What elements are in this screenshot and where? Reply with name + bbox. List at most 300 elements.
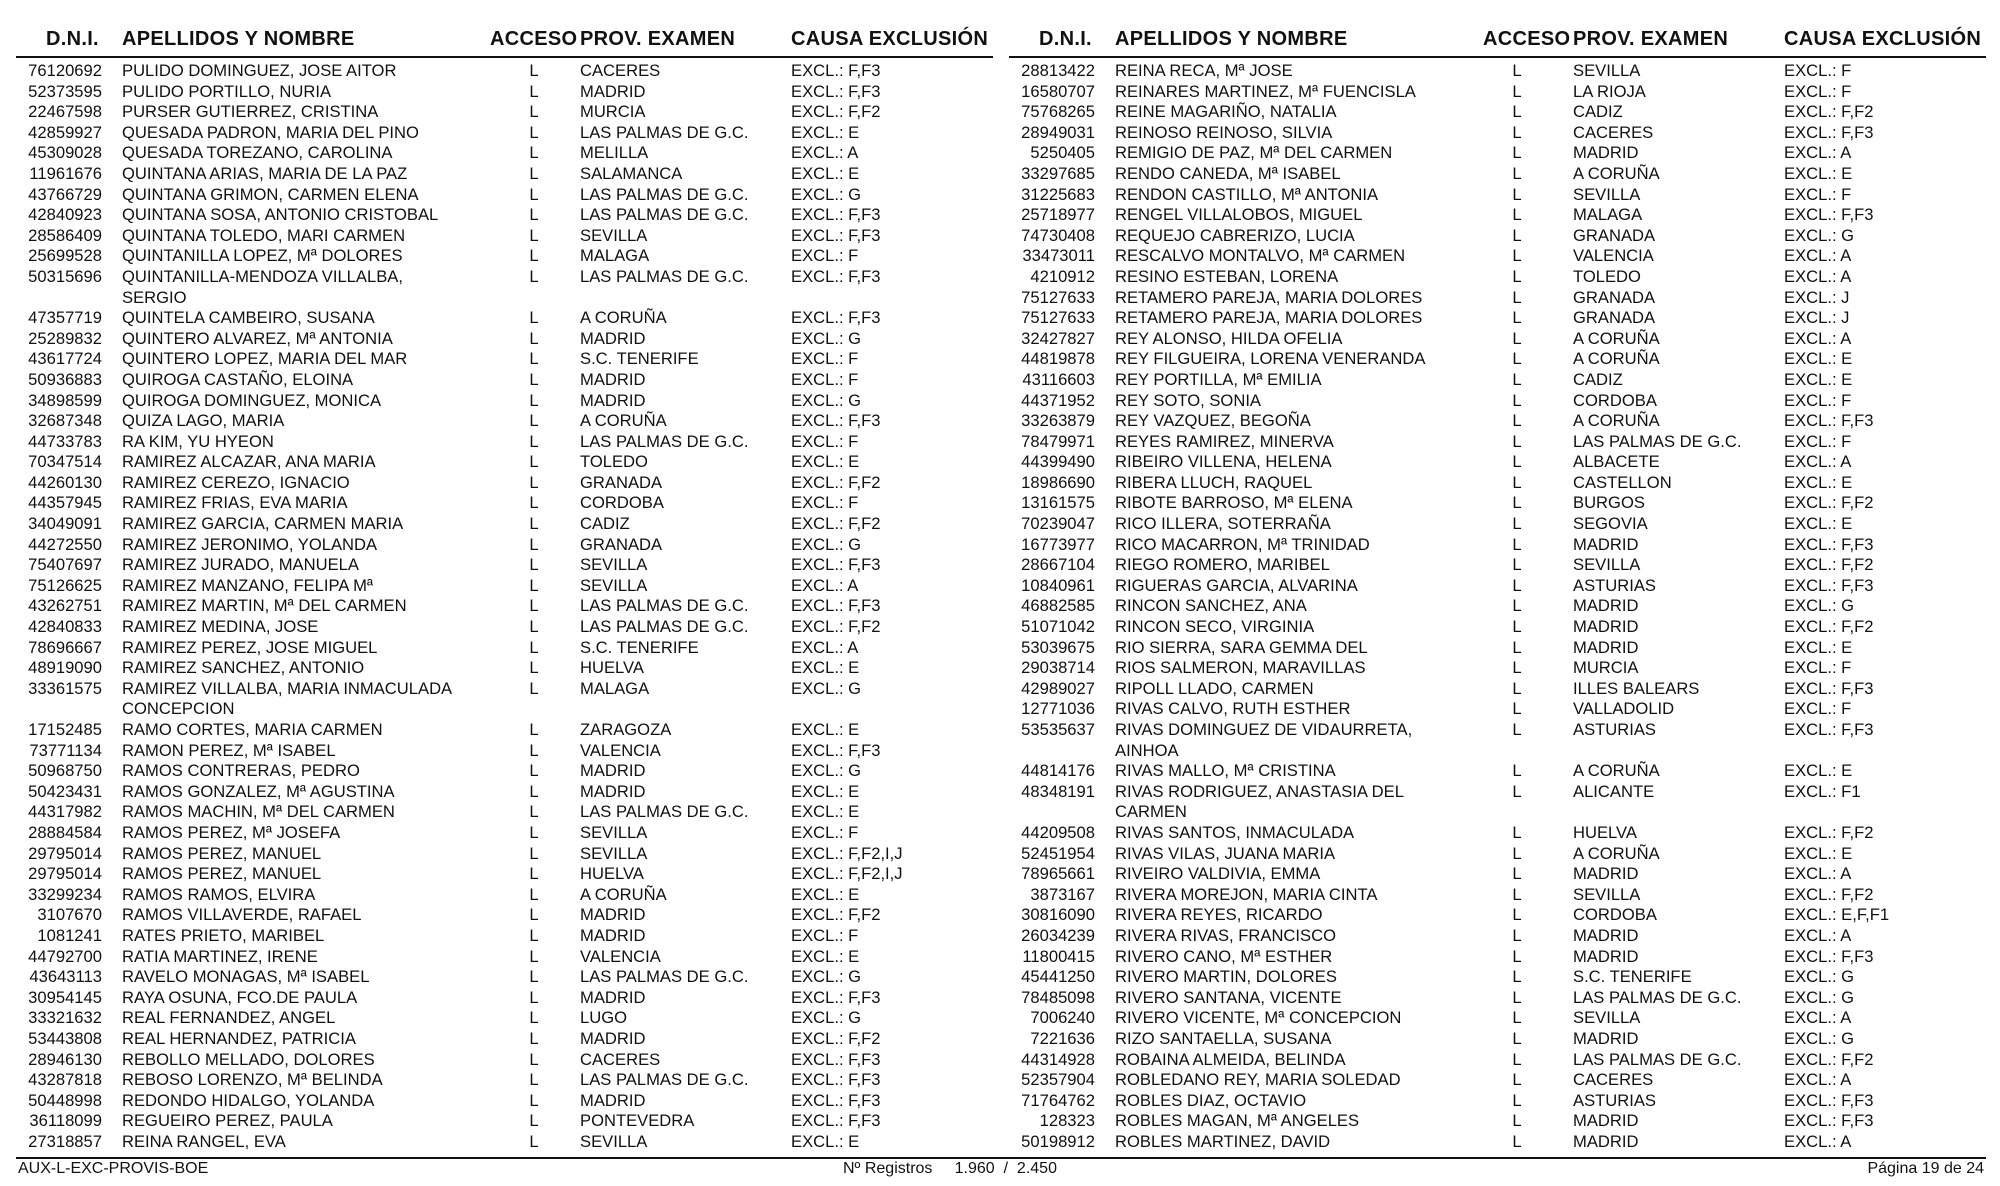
cell-prov: MADRID <box>580 781 646 801</box>
cell-name: REDONDO HIDALGO, YOLANDA <box>122 1090 375 1110</box>
table-row <box>16 493 993 514</box>
cell-causa: EXCL.: F,F3 <box>791 81 881 101</box>
table-row <box>1009 164 1986 185</box>
table-row <box>16 164 993 185</box>
cell-prov: VALENCIA <box>580 946 661 966</box>
cell-prov: MADRID <box>1573 925 1639 945</box>
table-header <box>16 22 993 58</box>
cell-causa: EXCL.: F,F3 <box>1784 534 1874 554</box>
cell-name: REY FILGUEIRA, LORENA VENERANDA <box>1115 349 1426 369</box>
cell-causa: EXCL.: A <box>791 575 859 595</box>
cell-causa: EXCL.: F,F2 <box>1784 617 1874 637</box>
cell-dni: 53039675 <box>1021 637 1095 657</box>
cell-prov: LAS PALMAS DE G.C. <box>1573 987 1742 1007</box>
cell-causa: EXCL.: F <box>1784 658 1852 678</box>
table-row <box>16 926 993 947</box>
cell-dni: 48348191 <box>1021 781 1095 801</box>
table-row <box>1009 411 1986 432</box>
cell-name: QUINTANA SOSA, ANTONIO CRISTOBAL <box>122 205 439 225</box>
cell-prov: SEVILLA <box>580 555 648 575</box>
cell-causa: EXCL.: F,F2 <box>791 617 881 637</box>
cell-prov: CACERES <box>1573 122 1654 142</box>
cell-prov: MURCIA <box>1573 658 1639 678</box>
table-row <box>1009 205 1986 226</box>
cell-dni: 17152485 <box>28 720 102 739</box>
cell-prov: SEVILLA <box>1573 184 1641 204</box>
header-dni: D.N.I. <box>46 28 99 50</box>
cell-prov: CADIZ <box>1573 369 1623 389</box>
cell-dni: 128323 <box>1039 1111 1095 1131</box>
cell-dni: 46882585 <box>1021 596 1095 616</box>
cell-prov: MURCIA <box>580 102 646 122</box>
cell-causa: EXCL.: G <box>791 678 862 698</box>
cell-acceso: L <box>1512 369 1522 389</box>
cell-acceso: L <box>1512 946 1522 966</box>
cell-prov: MADRID <box>1573 1111 1639 1131</box>
cell-acceso: L <box>1512 534 1522 554</box>
cell-acceso: L <box>1512 761 1522 781</box>
cell-prov: A CORUÑA <box>580 411 667 431</box>
table-row <box>1009 267 1986 288</box>
cell-causa: EXCL.: F,F2 <box>791 472 881 492</box>
cell-causa: EXCL.: F <box>791 349 859 369</box>
cell-causa: EXCL.: F,F3 <box>1784 1111 1874 1131</box>
table-row <box>1009 905 1986 926</box>
table-row <box>16 185 993 206</box>
cell-name: RAMOS VILLAVERDE, RAFAEL <box>122 905 362 925</box>
cell-name: RIVERO MARTIN, DOLORES <box>1115 967 1337 987</box>
cell-acceso: L <box>1512 472 1522 492</box>
cell-dni: 42840833 <box>28 617 102 637</box>
table-row <box>16 844 993 865</box>
cell-dni: 7221636 <box>1030 1028 1095 1048</box>
cell-name: ROBLES MARTINEZ, DAVID <box>1115 1131 1331 1151</box>
cell-causa: EXCL.: F <box>791 822 859 842</box>
cell-prov: SEVILLA <box>580 1131 648 1151</box>
cell-dni: 5250405 <box>1030 143 1095 163</box>
cell-name: RAMOS GONZALEZ, Mª AGUSTINA <box>122 781 395 801</box>
table-row <box>16 720 993 741</box>
cell-dni: 71764762 <box>1021 1090 1095 1110</box>
cell-name: REAL FERNANDEZ, ANGEL <box>122 1008 336 1028</box>
cell-causa: EXCL.: A <box>1784 1131 1852 1151</box>
cell-acceso: L <box>1512 699 1522 719</box>
cell-dni: 22467598 <box>28 102 102 122</box>
cell-dni: 3873167 <box>1030 884 1095 904</box>
cell-prov: MALAGA <box>580 246 650 266</box>
cell-dni: 34898599 <box>28 390 102 410</box>
cell-causa: EXCL.: F,F2 <box>1784 102 1874 122</box>
header-causa: CAUSA EXCLUSIÓN <box>791 28 989 50</box>
table-row <box>16 782 993 803</box>
table-row <box>1009 1070 1986 1091</box>
table-row <box>1009 658 1986 679</box>
cell-prov: LAS PALMAS DE G.C. <box>1573 1049 1742 1069</box>
cell-name: RATES PRIETO, MARIBEL <box>122 925 325 945</box>
table-row <box>16 535 993 556</box>
cell-name: RAMIREZ ALCAZAR, ANA MARIA <box>122 452 376 472</box>
cell-name: ROBLEDANO REY, MARIA SOLEDAD <box>1115 1070 1401 1090</box>
table-row <box>16 638 993 659</box>
cell-acceso: L <box>529 555 539 575</box>
cell-name: ROBAINA ALMEIDA, BELINDA <box>1115 1049 1346 1069</box>
cell-prov: LAS PALMAS DE G.C. <box>580 266 749 286</box>
cell-name: RAMOS MACHIN, Mª DEL CARMEN <box>122 802 395 822</box>
cell-acceso: L <box>529 575 539 595</box>
cell-acceso: L <box>1512 81 1522 101</box>
cell-dni: 43116603 <box>1022 369 1095 389</box>
cell-name: QUINTERO LOPEZ, MARIA DEL MAR <box>122 349 408 369</box>
table-row <box>1009 473 1986 494</box>
cell-prov: PONTEVEDRA <box>580 1111 695 1131</box>
cell-dni: 44357945 <box>28 493 102 513</box>
cell-causa: EXCL.: A <box>1784 925 1852 945</box>
table-row <box>1009 988 1986 1009</box>
cell-dni: 43766729 <box>28 184 102 204</box>
cell-dni: 29795014 <box>28 843 102 863</box>
cell-dni: 75407697 <box>28 555 102 575</box>
cell-prov: ASTURIAS <box>1573 720 1656 739</box>
cell-acceso: L <box>529 163 539 183</box>
cell-name: RATIA MARTINEZ, IRENE <box>122 946 318 966</box>
cell-acceso: L <box>1512 637 1522 657</box>
cell-dni: 33297685 <box>1021 163 1095 183</box>
cell-prov: LAS PALMAS DE G.C. <box>580 184 749 204</box>
cell-acceso: L <box>529 781 539 801</box>
cell-prov: MADRID <box>580 81 646 101</box>
cell-name: RAMOS PEREZ, MANUEL <box>122 864 322 884</box>
cell-dni: 34049091 <box>28 514 102 534</box>
header-prov: PROV. EXAMEN <box>580 28 736 50</box>
cell-dni: 75768265 <box>1021 102 1095 122</box>
left-column <box>16 22 993 1157</box>
table-row <box>16 885 993 906</box>
cell-name: REMIGIO DE PAZ, Mª DEL CARMEN <box>1115 143 1393 163</box>
cell-acceso: L <box>1512 328 1522 348</box>
table-row <box>16 596 993 617</box>
cell-causa: EXCL.: E <box>1784 761 1853 781</box>
table-row <box>16 82 993 103</box>
cell-name: RAMON PEREZ, Mª ISABEL <box>122 740 336 760</box>
cell-acceso: L <box>529 884 539 904</box>
cell-acceso: L <box>1512 1131 1522 1151</box>
cell-prov: LAS PALMAS DE G.C. <box>580 596 749 616</box>
table-row <box>1009 596 1986 617</box>
cell-acceso: L <box>529 1008 539 1028</box>
cell-causa: EXCL.: F <box>791 493 859 513</box>
cell-causa: EXCL.: F,F3 <box>791 596 881 616</box>
cell-prov: A CORUÑA <box>1573 761 1660 781</box>
cell-prov: LAS PALMAS DE G.C. <box>580 1070 749 1090</box>
cell-name: REINOSO REINOSO, SILVIA <box>1115 122 1333 142</box>
cell-dni: 13161575 <box>1021 493 1095 513</box>
cell-acceso: L <box>1512 658 1522 678</box>
cell-prov: A CORUÑA <box>580 884 667 904</box>
cell-name: RIGUERAS GARCIA, ALVARINA <box>1115 575 1358 595</box>
cell-dni: 44272550 <box>28 534 102 554</box>
cell-dni: 50936883 <box>28 369 102 389</box>
cell-prov: ASTURIAS <box>1573 575 1656 595</box>
page-number: Página 19 de 24 <box>1867 1160 1984 1177</box>
record-count-value: 1.960 / 2.450 <box>954 1160 1057 1177</box>
cell-dni: 44399490 <box>1021 452 1095 472</box>
table-row <box>1009 761 1986 782</box>
cell-name: RAMOS CONTRERAS, PEDRO <box>122 761 360 781</box>
cell-causa: EXCL.: J <box>1784 308 1850 328</box>
cell-name: RIO SIERRA, SARA GEMMA DEL <box>1115 637 1368 657</box>
cell-causa: EXCL.: G <box>791 1008 862 1028</box>
cell-acceso: L <box>529 1049 539 1069</box>
cell-acceso: L <box>529 266 539 286</box>
cell-dni: 43617724 <box>28 349 102 369</box>
cell-causa: EXCL.: F,F2 <box>791 102 881 122</box>
cell-name: RAMIREZ PEREZ, JOSE MIGUEL <box>122 637 378 657</box>
cell-causa: EXCL.: F,F2 <box>791 514 881 534</box>
cell-prov: ILLES BALEARS <box>1573 678 1700 698</box>
table-row <box>1009 288 1986 309</box>
cell-dni: 70347514 <box>28 452 102 472</box>
cell-dni: 50448998 <box>28 1090 102 1110</box>
cell-dni: 78485098 <box>1021 987 1095 1007</box>
cell-acceso: L <box>1512 225 1522 245</box>
cell-causa: EXCL.: F,F3 <box>1784 411 1874 431</box>
cell-acceso: L <box>1512 1008 1522 1028</box>
table-row <box>16 329 993 350</box>
cell-acceso: L <box>1512 1028 1522 1048</box>
cell-acceso: L <box>1512 925 1522 945</box>
cell-acceso: L <box>1512 987 1522 1007</box>
cell-prov: TOLEDO <box>580 452 648 472</box>
cell-name: RESCALVO MONTALVO, Mª CARMEN <box>1115 246 1406 266</box>
cell-acceso: L <box>1512 555 1522 575</box>
cell-dni: 32687348 <box>28 411 102 431</box>
cell-causa: EXCL.: A <box>1784 452 1852 472</box>
table-row <box>16 1008 993 1029</box>
cell-name: REY SOTO, SONIA <box>1115 390 1262 410</box>
cell-name: REINA RANGEL, EVA <box>122 1131 286 1151</box>
table-row <box>1009 1091 1986 1112</box>
cell-causa: EXCL.: E <box>791 658 860 678</box>
cell-prov: MADRID <box>580 1028 646 1048</box>
cell-name: QUIZA LAGO, MARIA <box>122 411 285 431</box>
cell-dni: 44814176 <box>1021 761 1095 781</box>
table-row <box>1009 720 1986 761</box>
cell-name: QUINTERO ALVAREZ, Mª ANTONIA <box>122 328 393 348</box>
cell-acceso: L <box>529 349 539 369</box>
cell-dni: 43287818 <box>28 1070 102 1090</box>
table-body <box>1009 61 1986 1152</box>
cell-name: REBOLLO MELLADO, DOLORES <box>122 1049 375 1069</box>
cell-acceso: L <box>529 843 539 863</box>
cell-name: ROBLES MAGAN, Mª ANGELES <box>1115 1111 1360 1131</box>
cell-causa: EXCL.: F,F2 <box>791 1028 881 1048</box>
cell-acceso: L <box>1512 102 1522 122</box>
table-row <box>1009 699 1986 720</box>
cell-name: RAMIREZ MEDINA, JOSE <box>122 617 319 637</box>
cell-name: RAMIREZ SANCHEZ, ANTONIO <box>122 658 365 678</box>
cell-name: RIVERO VICENTE, Mª CONCEPCION <box>1115 1008 1402 1028</box>
cell-acceso: L <box>529 946 539 966</box>
cell-name: RIVAS SANTOS, INMACULADA <box>1115 822 1355 842</box>
table-row <box>1009 555 1986 576</box>
table-row <box>1009 370 1986 391</box>
cell-name: REY VAZQUEZ, BEGOÑA <box>1115 411 1311 431</box>
cell-acceso: L <box>529 802 539 822</box>
cell-causa: EXCL.: A <box>1784 143 1852 163</box>
cell-dni: 29038714 <box>1021 658 1095 678</box>
table-row <box>16 1070 993 1091</box>
table-row <box>16 473 993 494</box>
cell-acceso: L <box>1512 246 1522 266</box>
cell-dni: 44260130 <box>28 472 102 492</box>
cell-causa: EXCL.: F <box>1784 81 1852 101</box>
cell-name: RIVAS MALLO, Mª CRISTINA <box>1115 761 1336 781</box>
cell-name: RIVAS RODRIGUEZ, ANASTASIA DEL CARMEN <box>1115 781 1404 822</box>
cell-acceso: L <box>529 925 539 945</box>
cell-name: RIBEIRO VILLENA, HELENA <box>1115 452 1332 472</box>
right-column <box>1009 22 1986 1157</box>
cell-prov: HUELVA <box>580 658 644 678</box>
cell-prov: CASTELLON <box>1573 472 1672 492</box>
cell-name: RAVELO MONAGAS, Mª ISABEL <box>122 967 370 987</box>
cell-dni: 28949031 <box>1021 122 1095 142</box>
cell-prov: MADRID <box>580 761 646 781</box>
cell-causa: EXCL.: E <box>1784 472 1853 492</box>
cell-acceso: L <box>529 122 539 142</box>
cell-name: RIVAS VILAS, JUANA MARIA <box>1115 843 1336 863</box>
table-body <box>16 61 993 1152</box>
cell-name: RIVEIRO VALDIVIA, EMMA <box>1115 864 1321 884</box>
cell-prov: ASTURIAS <box>1573 1090 1656 1110</box>
cell-acceso: L <box>529 102 539 122</box>
table-row <box>1009 535 1986 556</box>
cell-name: QUINTELA CAMBEIRO, SUSANA <box>122 308 375 328</box>
cell-prov: MADRID <box>1573 946 1639 966</box>
table-row <box>1009 823 1986 844</box>
cell-dni: 45441250 <box>1021 967 1095 987</box>
table-row <box>1009 576 1986 597</box>
cell-dni: 74730408 <box>1021 225 1095 245</box>
cell-prov: SEVILLA <box>1573 61 1641 80</box>
cell-causa: EXCL.: F,F3 <box>791 61 881 80</box>
cell-causa: EXCL.: E <box>1784 349 1853 369</box>
cell-acceso: L <box>529 246 539 266</box>
cell-name: RIPOLL LLADO, CARMEN <box>1115 678 1314 698</box>
cell-name: REY PORTILLA, Mª EMILIA <box>1115 369 1322 389</box>
cell-causa: EXCL.: E <box>791 884 860 904</box>
table-row <box>16 1132 993 1153</box>
table-header <box>1009 22 1986 58</box>
cell-name: RAMIREZ CEREZO, IGNACIO <box>122 472 350 492</box>
cell-dni: 1081241 <box>37 925 102 945</box>
cell-causa: EXCL.: G <box>1784 1028 1855 1048</box>
cell-name: REQUEJO CABRERIZO, LUCIA <box>1115 225 1355 245</box>
cell-dni: 7006240 <box>1030 1008 1095 1028</box>
table-row <box>16 967 993 988</box>
table-row <box>16 370 993 391</box>
cell-acceso: L <box>1512 843 1522 863</box>
table-row <box>1009 638 1986 659</box>
cell-dni: 44314928 <box>1021 1049 1095 1069</box>
table-row <box>16 349 993 370</box>
cell-acceso: L <box>529 143 539 163</box>
cell-name: RENDON CASTILLO, Mª ANTONIA <box>1115 184 1379 204</box>
cell-prov: MADRID <box>580 925 646 945</box>
cell-causa: EXCL.: G <box>1784 225 1855 245</box>
cell-prov: CACERES <box>1573 1070 1654 1090</box>
cell-acceso: L <box>529 184 539 204</box>
cell-acceso: L <box>529 431 539 451</box>
cell-causa: EXCL.: F1 <box>1784 781 1861 801</box>
cell-prov: MADRID <box>1573 1028 1639 1048</box>
cell-acceso: L <box>1512 678 1522 698</box>
cell-dni: 43643113 <box>29 967 102 987</box>
cell-causa: EXCL.: J <box>1784 287 1850 307</box>
cell-dni: 3107670 <box>37 905 102 925</box>
cell-name: REINE MAGARIÑO, NATALIA <box>1115 102 1337 122</box>
cell-dni: 30816090 <box>1021 905 1095 925</box>
cell-dni: 78479971 <box>1021 431 1095 451</box>
table-row <box>16 947 993 968</box>
cell-prov: MADRID <box>1573 637 1639 657</box>
cell-name: RAMIREZ VILLALBA, MARIA INMACULADA CONCEPCION <box>122 678 452 719</box>
cell-dni: 44819878 <box>1021 349 1095 369</box>
cell-prov: GRANADA <box>1573 225 1656 245</box>
cell-prov: A CORUÑA <box>1573 328 1660 348</box>
cell-prov: BURGOS <box>1573 493 1645 513</box>
cell-causa: EXCL.: F <box>1784 61 1852 80</box>
cell-acceso: L <box>529 1111 539 1131</box>
cell-dni: 18986690 <box>1021 472 1095 492</box>
header-name: APELLIDOS Y NOMBRE <box>122 28 355 50</box>
cell-causa: EXCL.: F <box>1784 184 1852 204</box>
table-row <box>16 658 993 679</box>
cell-causa: EXCL.: F <box>791 369 859 389</box>
cell-causa: EXCL.: A <box>1784 864 1852 884</box>
cell-prov: A CORUÑA <box>580 308 667 328</box>
table-row <box>1009 967 1986 988</box>
cell-prov: MADRID <box>580 390 646 410</box>
cell-causa: EXCL.: F,F3 <box>791 225 881 245</box>
cell-acceso: L <box>529 390 539 410</box>
cell-dni: 27318857 <box>28 1131 102 1151</box>
cell-acceso: L <box>529 637 539 657</box>
cell-dni: 43262751 <box>28 596 102 616</box>
cell-prov: MADRID <box>1573 143 1639 163</box>
cell-name: REBOSO LORENZO, Mª BELINDA <box>122 1070 383 1090</box>
table-row <box>16 823 993 844</box>
cell-acceso: L <box>1512 411 1522 431</box>
cell-acceso: L <box>1512 1070 1522 1090</box>
cell-name: REY ALONSO, HILDA OFELIA <box>1115 328 1343 348</box>
cell-causa: EXCL.: E <box>791 781 860 801</box>
cell-name: RIVAS CALVO, RUTH ESTHER <box>1115 699 1351 719</box>
cell-dni: 31225683 <box>1021 184 1095 204</box>
cell-dni: 44317982 <box>28 802 102 822</box>
cell-prov: A CORUÑA <box>1573 411 1660 431</box>
cell-acceso: L <box>1512 184 1522 204</box>
cell-name: RAYA OSUNA, FCO.DE PAULA <box>122 987 358 1007</box>
cell-causa: EXCL.: F,F3 <box>791 1111 881 1131</box>
cell-name: QUESADA TOREZANO, CAROLINA <box>122 143 393 163</box>
table-row <box>1009 1132 1986 1153</box>
cell-prov: SEVILLA <box>580 225 648 245</box>
cell-prov: MADRID <box>580 1090 646 1110</box>
table-row <box>1009 308 1986 329</box>
cell-acceso: L <box>529 596 539 616</box>
cell-dni: 28667104 <box>1021 555 1095 575</box>
footer-divider <box>16 1157 1986 1159</box>
